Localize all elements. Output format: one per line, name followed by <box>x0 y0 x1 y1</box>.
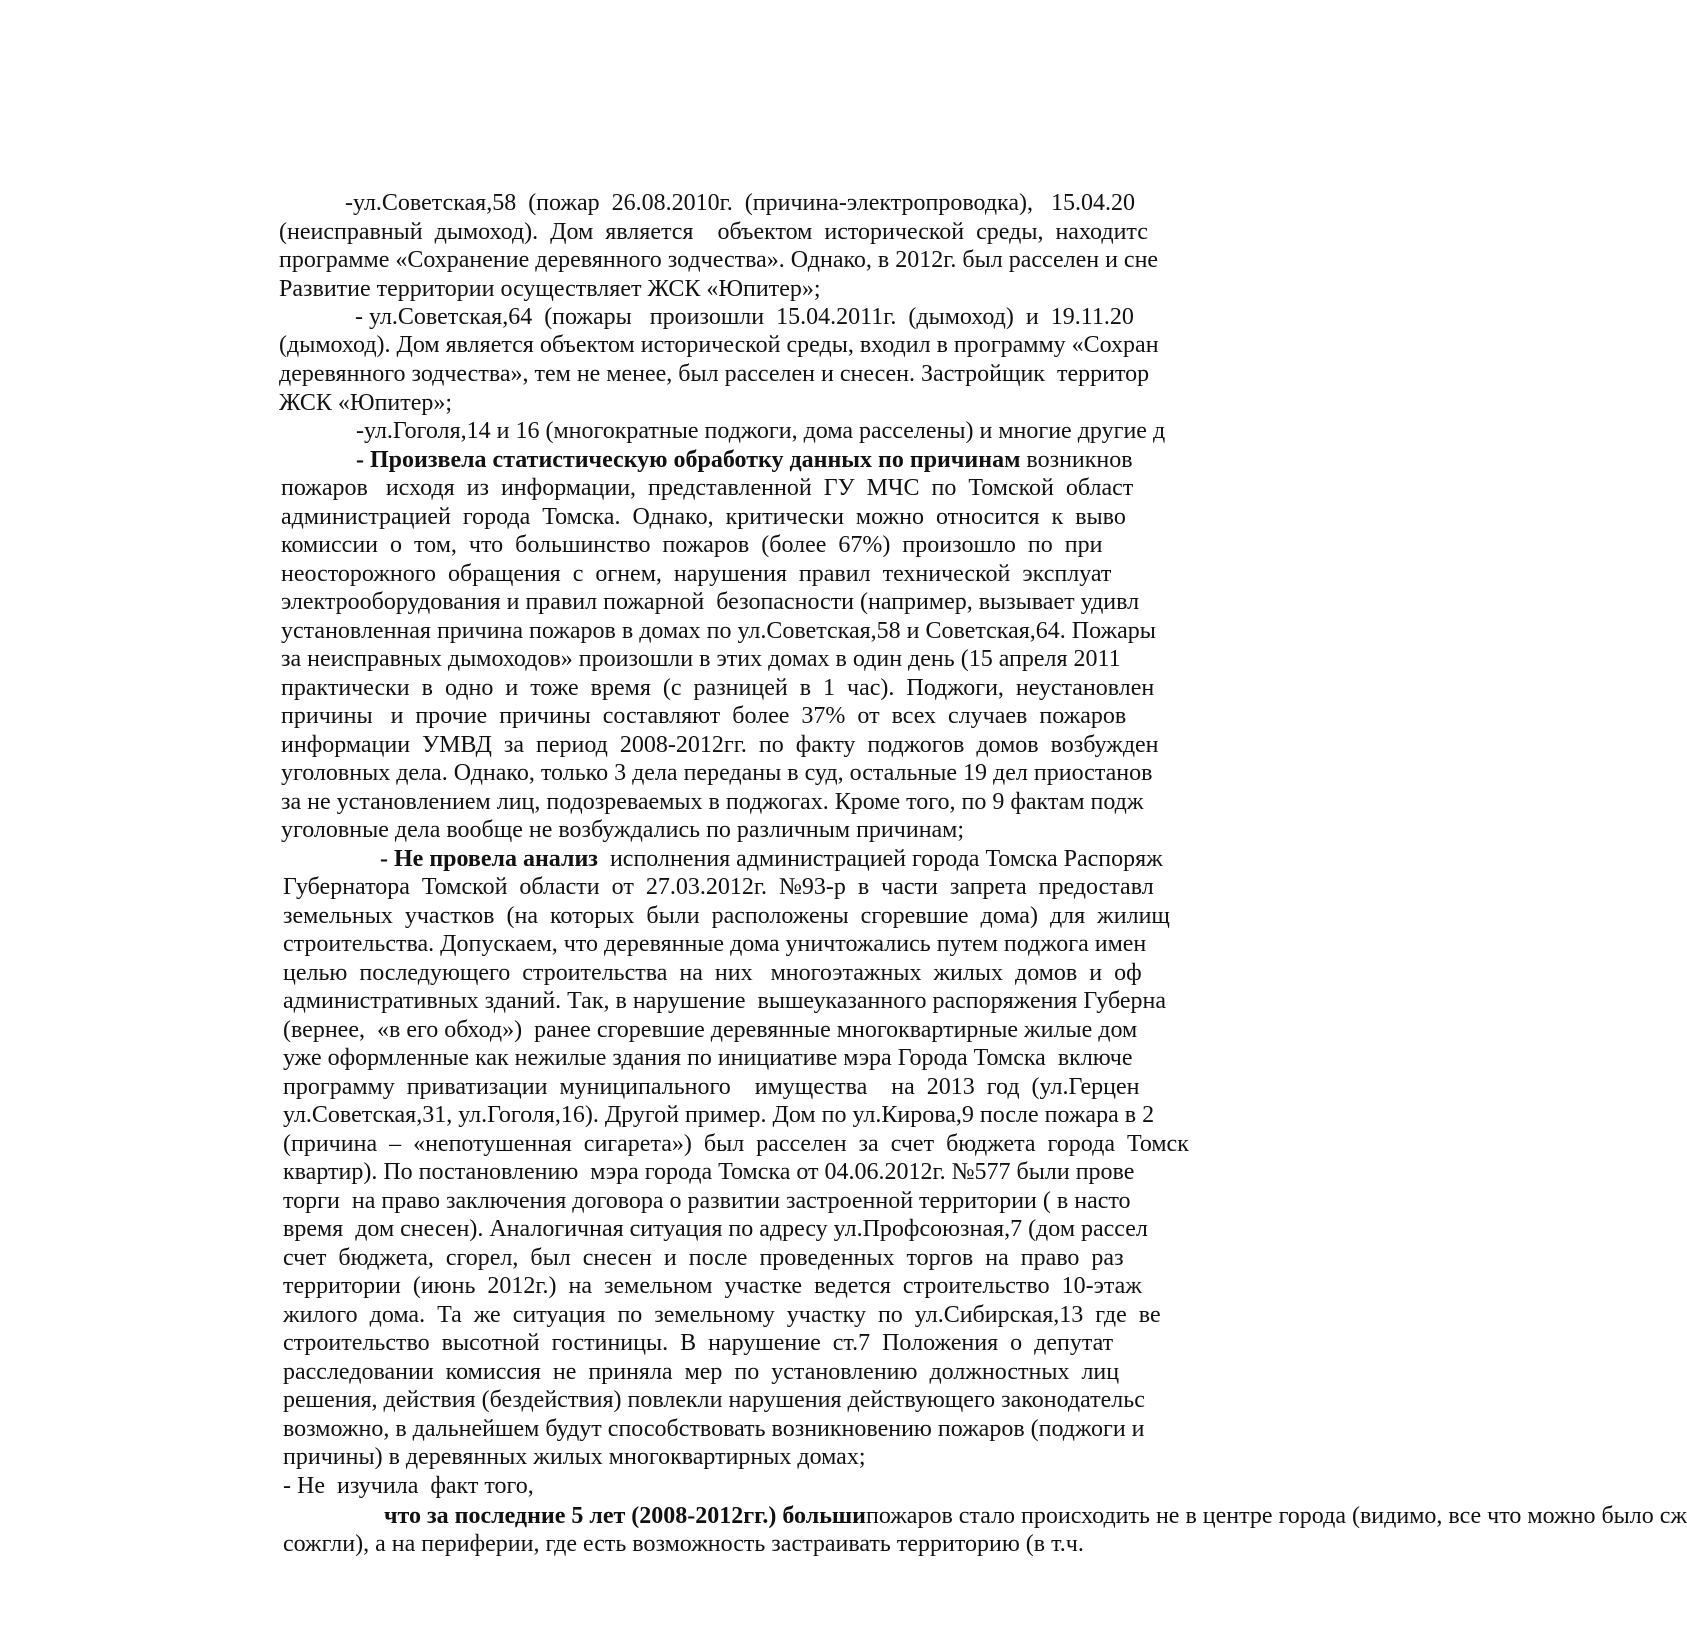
text-line: уже оформленные как нежилые здания по инициативе мэра Города Томска включе <box>283 1045 1133 1071</box>
text-line: (причина – «непотушенная сигарета») был расселен за счет бюджета города Томск <box>283 1131 1189 1157</box>
text-line: земельных участков (на которых были расположены сгоревшие дома) для жилищ <box>283 903 1170 929</box>
text-line: уголовные дела вообще не возбуждались по различным причинам; <box>281 817 965 843</box>
text-line: жилого дома. Та же ситуация по земельному участку по ул.Сибирская,13 где ве <box>283 1302 1161 1328</box>
text-line: - ул.Советская,64 (пожары произошли 15.04.2011г. (дымоход) и 19.11.20 <box>355 304 1134 330</box>
text-line: программу приватизации муниципального имущества на 2013 год (ул.Герцен <box>283 1074 1140 1100</box>
text-line: за не установлением лиц, подозреваемых в поджогах. Кроме того, по 9 фактам подж <box>281 789 1144 815</box>
text-line: возможно, в дальнейшем будут способствовать возникновению пожаров (поджоги и <box>283 1416 1145 1442</box>
text-line: администрацией города Томска. Однако, критически можно относится к выво <box>281 504 1126 530</box>
text-line: причины и прочие причины составляют более 37% от всех случаев пожаров <box>281 703 1127 729</box>
text-line: электрооборудования и правил пожарной безопасности (например, вызывает удивл <box>281 589 1140 615</box>
text-line: (вернее, «в его обход») ранее сгоревшие деревянные многоквартирные жилые дом <box>283 1017 1138 1043</box>
bold-lead: что за последние 5 лет (2008-2012гг.) больши <box>378 1503 866 1529</box>
bold-lead: - Не провела анализ <box>380 846 598 872</box>
text-line: торги на право заключения договора о развитии застроенной территории ( в насто <box>283 1188 1131 1214</box>
text-line: неосторожного обращения с огнем, нарушения правил технической эксплуат <box>281 561 1112 587</box>
text-line: -ул.Гоголя,14 и 16 (многократные поджоги, дома расселены) и многие другие д <box>356 418 1166 444</box>
text-line <box>378 1502 1687 1530</box>
text-line: административных зданий. Так, в нарушение вышеуказанного распоряжения Губерна <box>283 988 1167 1014</box>
text-line: -ул.Советская,58 (пожар 26.08.2010г. (причина-электропроводка), 15.04.20 <box>345 190 1135 216</box>
text-line: ЖСК «Юпитер»; <box>279 390 453 416</box>
text-line: (дымоход). Дом является объектом исторической среды, входил в программу «Сохран <box>279 332 1159 358</box>
text-line: время дом снесен). Аналогичная ситуация по адресу ул.Профсоюзная,7 (дом рассел <box>283 1216 1148 1242</box>
text-run: исполнения администрацией города Томска Распоряж <box>597 846 1163 872</box>
text-line: комиссии о том, что большинство пожаров (более 67%) произошло по при <box>281 532 1103 558</box>
text-line <box>356 446 1290 474</box>
text-line: (неисправный дымоход). Дом является объектом исторической среды, находитс <box>279 219 1148 245</box>
text-line: причины) в деревянных жилых многоквартирных домах; <box>283 1444 866 1470</box>
text-line: сожгли), а на периферии, где есть возможность застраивать территорию (в т.ч. <box>283 1531 1084 1557</box>
text-line: строительство высотной гостиницы. В нарушение ст.7 Положения о депутат <box>283 1330 1114 1356</box>
text-line: Губернатора Томской области от 27.03.2012г. №93-р в части запрета предоставл <box>283 874 1154 900</box>
text-line: за неисправных дымоходов» произошли в этих домах в один день (15 апреля 2011 <box>281 646 1121 672</box>
text-line: - Не изучила факт того, <box>283 1473 534 1499</box>
text-line: территории (июнь 2012г.) на земельном участке ведется строительство 10-этаж <box>283 1273 1142 1299</box>
text-line: ул.Советская,31, ул.Гоголя,16). Другой пример. Дом по ул.Кирова,9 после пожара в 2 <box>283 1102 1155 1128</box>
text-line: информации УМВД за период 2008-2012гг. по факту поджогов домов возбужден <box>281 732 1159 758</box>
text-line: практически в одно и тоже время (с разницей в 1 час). Поджоги, неустановлен <box>281 675 1155 701</box>
text-run: пожаров стало происходить не в центре города (видимо, все что можно было сж <box>865 1503 1687 1529</box>
text-line: целью последующего строительства на них многоэтажных жилых домов и оф <box>283 960 1142 986</box>
text-line: счет бюджета, сгорел, был снесен и после проведенных торгов на право раз <box>283 1245 1124 1271</box>
text-line: Развитие территории осуществляет ЖСК «Юпитер»; <box>279 276 821 302</box>
text-line <box>380 845 1290 873</box>
bold-lead: - Произвела статистическую обработку данных по причинам <box>356 447 1021 473</box>
text-line: уголовных дела. Однако, только 3 дела переданы в суд, остальные 19 дел приостанов <box>281 760 1153 786</box>
text-line: строительства. Допускаем, что деревянные дома уничтожались путем поджога имен <box>283 931 1147 957</box>
text-line: квартир). По постановлению мэра города Томска от 04.06.2012г. №577 были прове <box>283 1159 1135 1185</box>
text-line: установленная причина пожаров в домах по ул.Советская,58 и Советская,64. Пожары <box>281 618 1156 644</box>
text-line: решения, действия (бездействия) повлекли нарушения действующего законодательс <box>283 1387 1145 1413</box>
text-run: возникнов <box>1020 447 1133 473</box>
text-line: расследовании комиссия не приняла мер по установлению должностных лиц <box>283 1359 1120 1385</box>
text-line: пожаров исходя из информации, представленной ГУ МЧС по Томской област <box>281 475 1134 501</box>
text-line: деревянного зодчества», тем не менее, был расселен и снесен. Застройщик территор <box>279 361 1150 387</box>
text-line: программе «Сохранение деревянного зодчества». Однако, в 2012г. был расселен и сне <box>279 247 1159 273</box>
